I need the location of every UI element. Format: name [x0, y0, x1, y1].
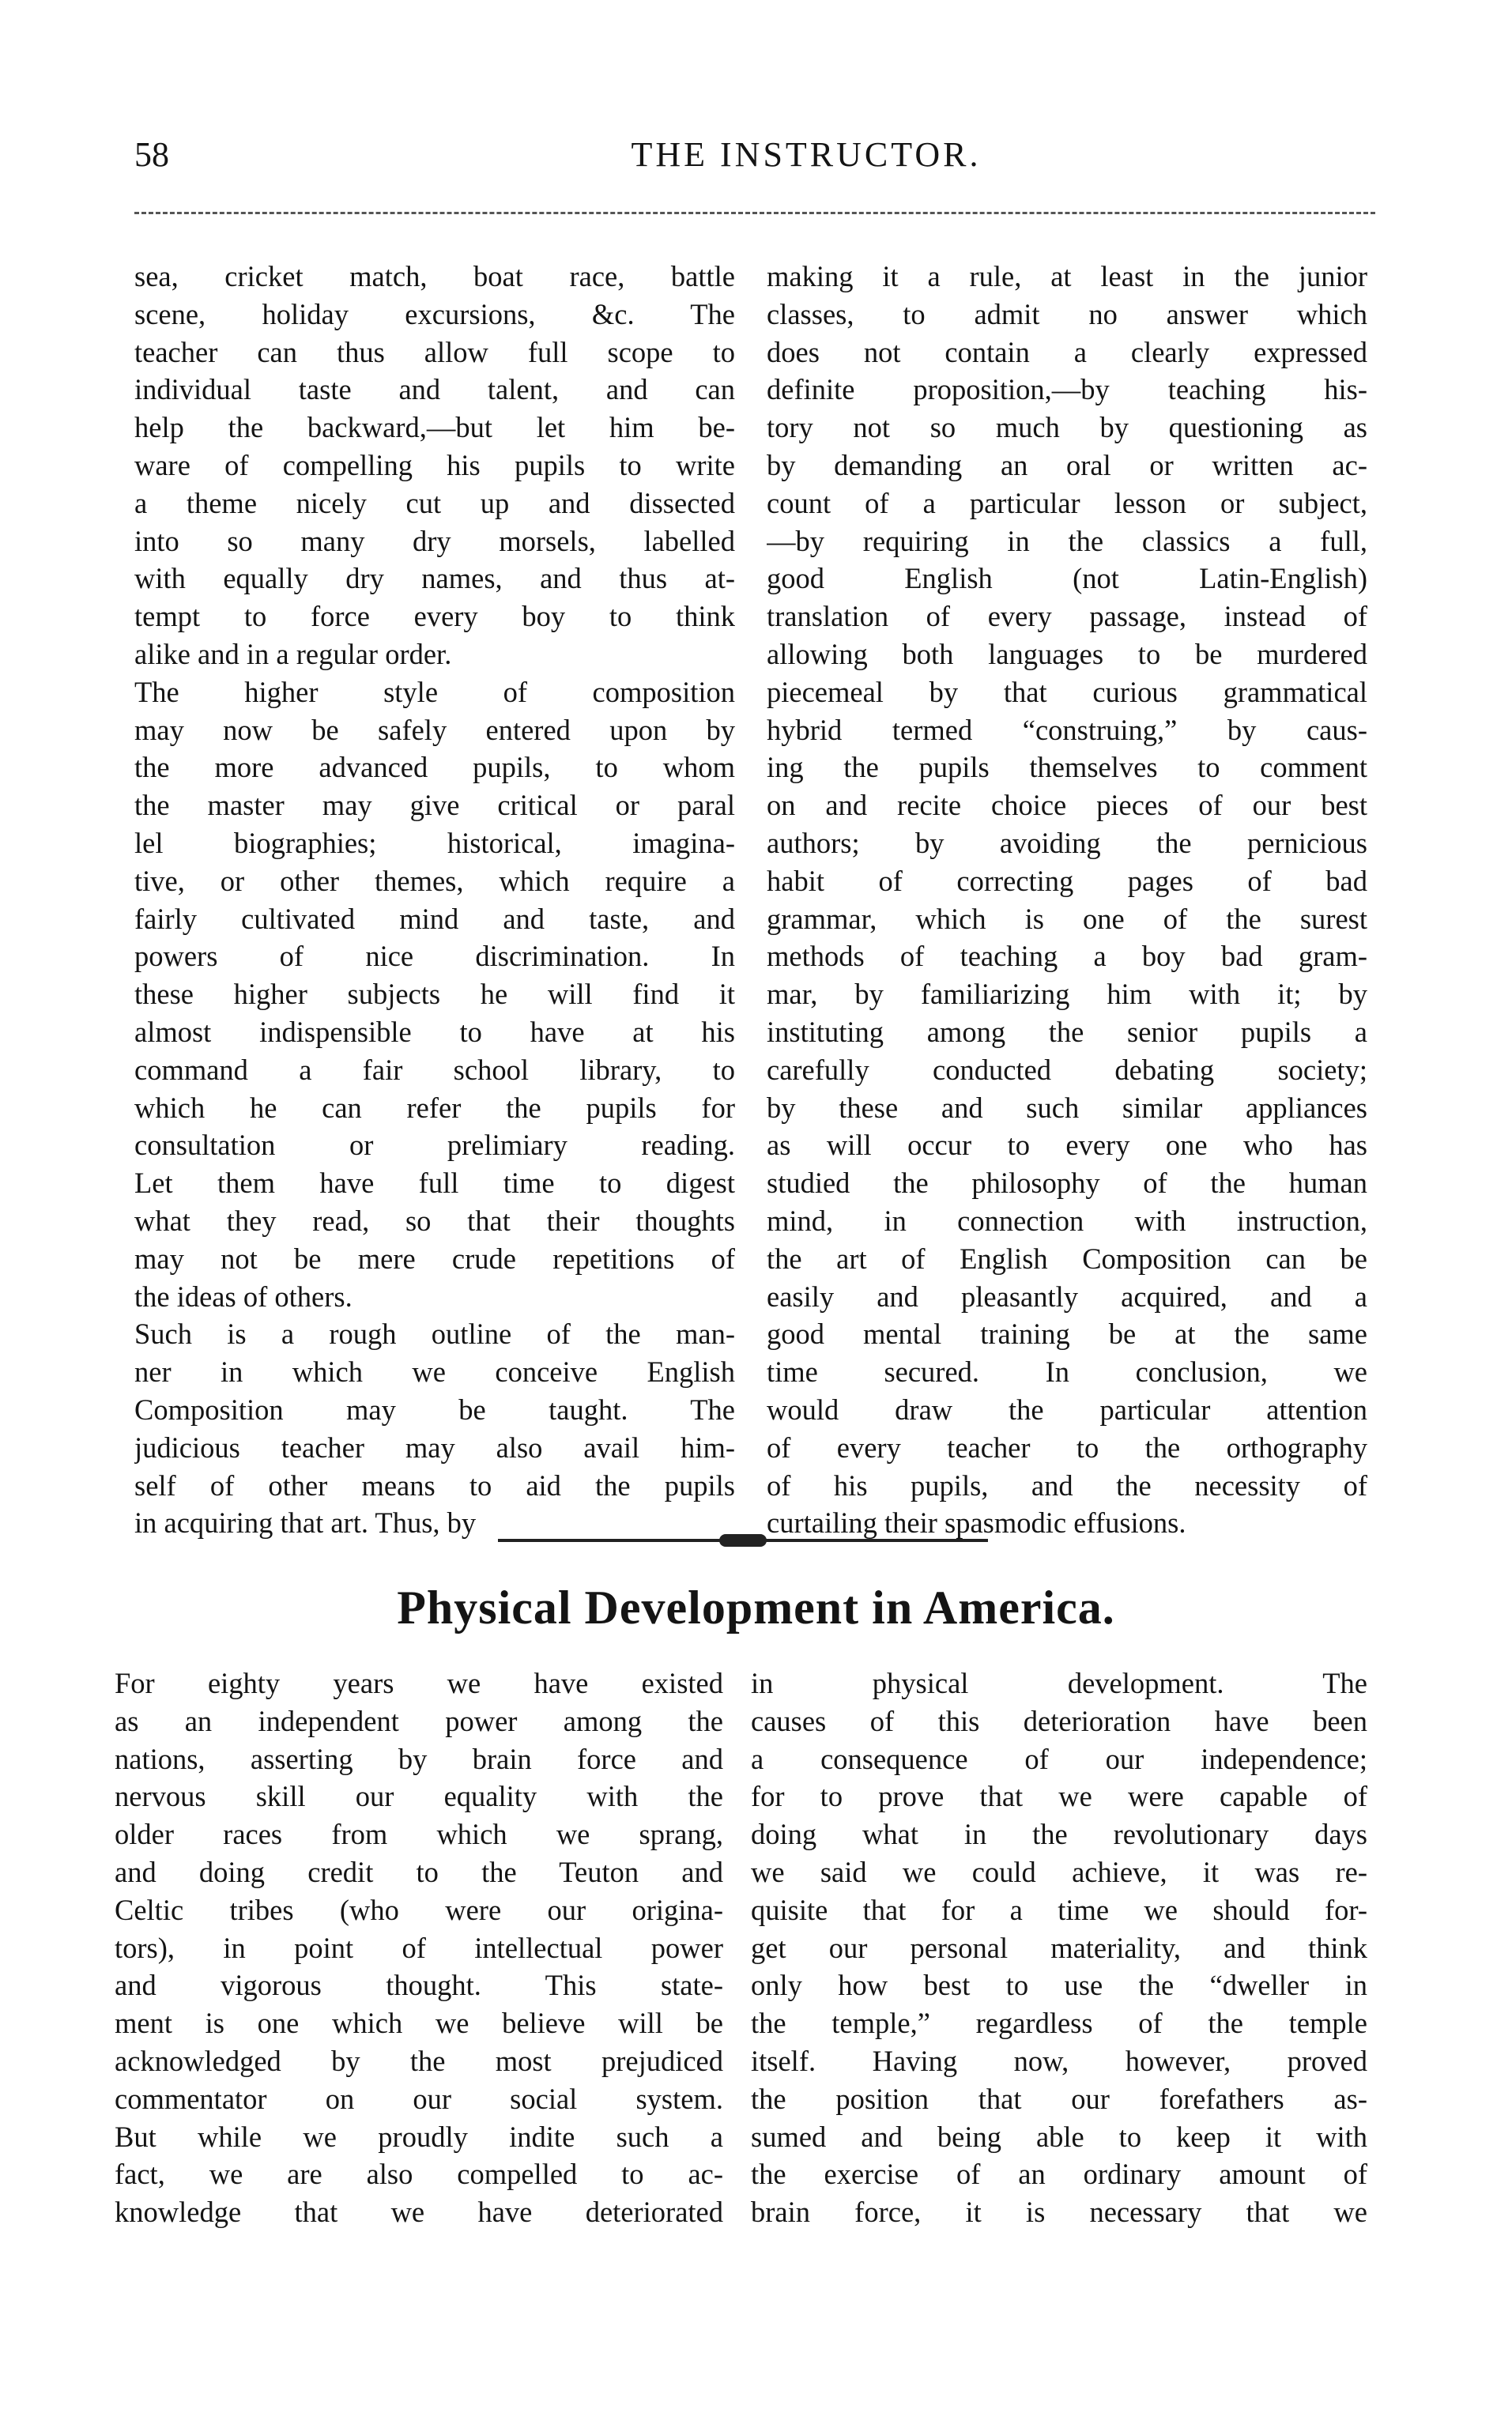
text-line: which he can refer the pupils for — [134, 1091, 735, 1124]
text-line: consultation or prelimiary reading. — [134, 1129, 735, 1162]
text-line: But while we proudly indite such a — [115, 2120, 723, 2153]
text-line: in physical development. The — [751, 1667, 1367, 1699]
text-line: a theme nicely cut up and dissected — [134, 486, 735, 519]
text-line: by demanding an oral or written ac- — [767, 448, 1367, 481]
text-line: the more advanced pupils, to whom — [134, 751, 735, 784]
text-line: time secured. In conclusion, we — [767, 1355, 1367, 1389]
text-line: causes of this deterioration have been — [751, 1704, 1367, 1737]
text-line: help the backward,—but let him be- — [134, 411, 735, 444]
text-line: authors; by avoiding the pernicious — [767, 826, 1367, 859]
text-line: good English (not Latin-English) — [767, 562, 1367, 595]
text-line: carefully conducted debating society; — [767, 1053, 1367, 1086]
text-line: the temple,” regardless of the temple — [751, 2007, 1367, 2040]
text-line: as an independent power among the — [115, 1704, 723, 1737]
text-line: piecemeal by that curious grammatical — [767, 675, 1367, 708]
text-line: itself. Having now, however, proved — [751, 2044, 1367, 2077]
text-line: making it a rule, at least in the junior — [767, 260, 1367, 292]
text-line: teacher can thus allow full scope to — [134, 335, 735, 368]
text-line: tors), in point of intellectual power — [115, 1931, 723, 1964]
text-line: older races from which we sprang, — [115, 1818, 723, 1851]
text-line: The higher style of composition — [134, 675, 735, 708]
header-rule — [134, 212, 1375, 214]
text-line: For eighty years we have existed — [115, 1667, 723, 1699]
text-line: Composition may be taught. The — [134, 1393, 735, 1426]
text-line: would draw the particular attention — [767, 1393, 1367, 1426]
text-line: alike and in a regular order. — [134, 637, 452, 670]
text-line: instituting among the senior pupils a — [767, 1015, 1367, 1048]
text-line: sea, cricket match, boat race, battle — [134, 260, 735, 292]
text-line: Let them have full time to digest — [134, 1167, 735, 1200]
text-line: with equally dry names, and thus at- — [134, 562, 735, 595]
text-line: fact, we are also compelled to ac- — [115, 2158, 723, 2191]
text-line: may not be mere crude repetitions of — [134, 1242, 735, 1275]
text-line: the exercise of an ordinary amount of — [751, 2158, 1367, 2191]
divider-ornament — [719, 1534, 767, 1547]
text-line: these higher subjects he will find it — [134, 978, 735, 1011]
text-line: judicious teacher may also avail him- — [134, 1431, 735, 1464]
text-line: allowing both languages to be murdered — [767, 637, 1367, 670]
text-line: tempt to force every boy to think — [134, 600, 735, 633]
text-line: almost indispensible to have at his — [134, 1015, 735, 1048]
text-line: ware of compelling his pupils to write — [134, 448, 735, 481]
text-line: ing the pupils themselves to comment — [767, 751, 1367, 784]
text-line: quisite that for a time we should for- — [751, 1893, 1367, 1926]
text-line: get our personal materiality, and think — [751, 1931, 1367, 1964]
text-line: classes, to admit no answer which — [767, 297, 1367, 330]
text-line: powers of nice discrimination. In — [134, 940, 735, 973]
text-line: mind, in connection with instruction, — [767, 1204, 1367, 1237]
text-line: ment is one which we believe will be — [115, 2007, 723, 2040]
text-line: scene, holiday excursions, &c. The — [134, 297, 735, 330]
text-line: for to prove that we were capable of — [751, 1780, 1367, 1813]
page-number: 58 — [134, 135, 169, 174]
text-line: Such is a rough outline of the man- — [134, 1318, 735, 1351]
text-line: mar, by familiarizing him with it; by — [767, 978, 1367, 1011]
text-line: tive, or other themes, which require a — [134, 864, 735, 897]
text-line: —by requiring in the classics a full, — [767, 524, 1367, 557]
text-line: hybrid termed “construing,” by caus- — [767, 713, 1367, 746]
text-line: lel biographies; historical, imagina- — [134, 826, 735, 859]
text-line: what they read, so that their thoughts — [134, 1204, 735, 1237]
article1-right-column — [767, 258, 1367, 1542]
text-line: of his pupils, and the necessity of — [767, 1469, 1367, 1502]
text-line: and vigorous thought. This state- — [115, 1969, 723, 2002]
text-line: into so many dry morsels, labelled — [134, 524, 735, 557]
text-line: as will occur to every one who has — [767, 1129, 1367, 1162]
text-line: nervous skill our equality with the — [115, 1780, 723, 1813]
text-line: methods of teaching a boy bad gram- — [767, 940, 1367, 973]
text-line: fairly cultivated mind and taste, and — [134, 902, 735, 935]
text-line: commentator on our social system. — [115, 2082, 723, 2115]
text-line: grammar, which is one of the surest — [767, 902, 1367, 935]
text-line: a consequence of our independence; — [751, 1742, 1367, 1775]
text-line: brain force, it is necessary that we — [751, 2196, 1367, 2229]
text-line: by these and such similar appliances — [767, 1091, 1367, 1124]
text-line: and doing credit to the Teuton and — [115, 1855, 723, 1888]
text-line: studied the philosophy of the human — [767, 1167, 1367, 1200]
text-line: command a fair school library, to — [134, 1053, 735, 1086]
text-line: nations, asserting by brain force and — [115, 1742, 723, 1775]
article-title: Physical Development in America. — [397, 1582, 1115, 1634]
text-line: ner in which we conceive English — [134, 1355, 735, 1389]
text-line: individual taste and talent, and can — [134, 373, 735, 406]
text-line: doing what in the revolutionary days — [751, 1818, 1367, 1851]
text-line: the art of English Composition can be — [767, 1242, 1367, 1275]
running-head: THE INSTRUCTOR. — [631, 135, 982, 174]
text-line: does not contain a clearly expressed — [767, 335, 1367, 368]
text-line: acknowledged by the most prejudiced — [115, 2044, 723, 2077]
text-line: curtailing their spasmodic effusions. — [767, 1506, 1186, 1540]
text-line: self of other means to aid the pupils — [134, 1469, 735, 1502]
text-line: on and recite choice pieces of our best — [767, 789, 1367, 822]
text-line: translation of every passage, instead of — [767, 600, 1367, 633]
text-line: only how best to use the “dweller in — [751, 1969, 1367, 2002]
text-line: the master may give critical or paral — [134, 789, 735, 822]
text-line: count of a particular lesson or subject, — [767, 486, 1367, 519]
text-line: habit of correcting pages of bad — [767, 864, 1367, 897]
text-line: we said we could achieve, it was re- — [751, 1855, 1367, 1888]
article1-left-column — [134, 258, 735, 1542]
text-line: sumed and being able to keep it with — [751, 2120, 1367, 2153]
text-line: Celtic tribes (who were our origina- — [115, 1893, 723, 1926]
text-line: of every teacher to the orthography — [767, 1431, 1367, 1464]
text-line: definite proposition,—by teaching his- — [767, 373, 1367, 406]
article2-left-column — [115, 1665, 723, 2231]
text-line: the ideas of others. — [134, 1280, 353, 1313]
text-line: the position that our forefathers as- — [751, 2082, 1367, 2115]
text-line: easily and pleasantly acquired, and a — [767, 1280, 1367, 1313]
text-line: knowledge that we have deteriorated — [115, 2196, 723, 2229]
text-line: may now be safely entered upon by — [134, 713, 735, 746]
text-line: in acquiring that art. Thus, by — [134, 1506, 477, 1540]
article2-right-column — [751, 1665, 1367, 2231]
text-line: tory not so much by questioning as — [767, 411, 1367, 444]
text-line: good mental training be at the same — [767, 1318, 1367, 1351]
